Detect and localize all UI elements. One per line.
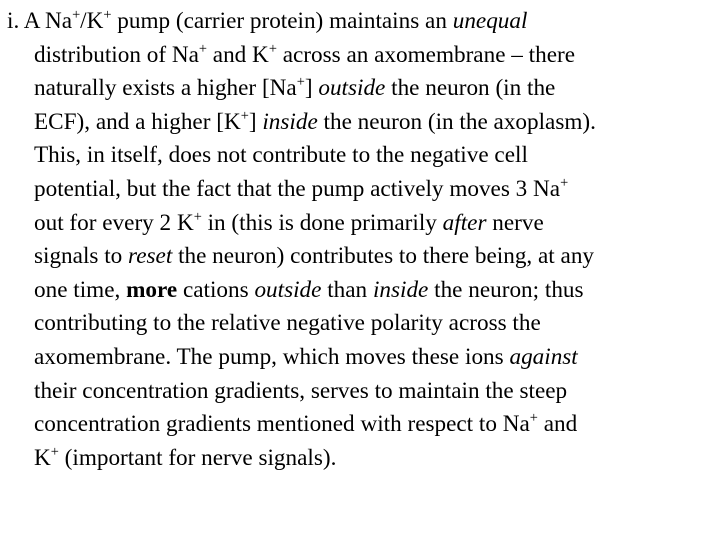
text-run: the neuron; thus [428, 276, 584, 303]
superscript-charge: + [198, 40, 207, 57]
text-run: i. A Na [7, 8, 73, 34]
superscript-charge: + [50, 443, 59, 460]
bold-text: more [126, 276, 178, 303]
body-paragraph [0, 5, 720, 475]
paragraph-line [0, 307, 720, 341]
paragraph-line [0, 341, 720, 375]
emphasis-text: inside [262, 108, 318, 135]
text-run: (important for nerve signals). [58, 444, 337, 471]
paragraph-line [0, 207, 720, 241]
text-run: K [34, 444, 51, 471]
emphasis-text: outside [254, 276, 322, 303]
paragraph-line [0, 5, 720, 39]
text-run: /K [80, 8, 104, 34]
emphasis-text: against [509, 343, 578, 370]
text-run: across an axomembrane – there [276, 41, 576, 68]
text-run: naturally exists a higher [Na [34, 75, 297, 102]
superscript-charge: + [72, 7, 81, 24]
text-run: and K [206, 41, 269, 68]
text-run: ECF), and a higher [K [34, 108, 241, 135]
superscript-charge: + [560, 175, 569, 192]
superscript-charge: + [103, 7, 112, 24]
paragraph-line [0, 106, 720, 140]
paragraph-line [0, 408, 720, 442]
text-run: one time, [34, 276, 127, 303]
text-run: and [537, 411, 578, 438]
text-run: This, in itself, does not contribute to the negative cell [34, 142, 528, 169]
paragraph-line [0, 274, 720, 308]
superscript-charge: + [193, 208, 202, 225]
text-run: the neuron (in the [385, 75, 556, 102]
emphasis-text: reset [128, 243, 173, 270]
text-run: ] [248, 108, 263, 135]
text-run: concentration gradients mentioned with respect to Na [34, 411, 530, 438]
text-run: in (this is done primarily [201, 209, 443, 236]
text-run: out for every 2 K [34, 209, 194, 236]
text-run: nerve [486, 209, 544, 236]
superscript-charge: + [240, 107, 249, 124]
paragraph-line [0, 240, 720, 274]
paragraph-line [0, 375, 720, 409]
emphasis-text: outside [318, 75, 386, 102]
emphasis-text: inside [372, 276, 429, 303]
text-run: their concentration gradients, serves to maintain the steep [34, 377, 568, 404]
text-run: than [321, 276, 373, 303]
text-run: potential, but the fact that the pump actively moves 3 Na [34, 175, 561, 202]
superscript-charge: + [529, 410, 538, 427]
text-run: signals to [34, 243, 129, 270]
text-run: distribution of Na [34, 41, 199, 68]
paragraph-line [0, 72, 720, 106]
text-run: the neuron) contributes to there being, at any [172, 243, 595, 270]
emphasis-text: unequal [452, 8, 528, 34]
text-run: cations [177, 276, 255, 303]
text-run: ] [304, 75, 319, 102]
text-run: pump (carrier protein) maintains an [111, 8, 453, 34]
paragraph-line [0, 139, 720, 173]
paragraph-line [0, 442, 720, 476]
paragraph-line [0, 173, 720, 207]
text-run: contributing to the relative negative polarity across the [34, 310, 541, 337]
superscript-charge: + [268, 40, 277, 57]
text-run: the neuron (in the axoplasm). [317, 108, 596, 135]
emphasis-text: after [442, 209, 487, 236]
superscript-charge: + [296, 74, 305, 91]
text-run: axomembrane. The pump, which moves these ions [34, 343, 510, 370]
paragraph-line [0, 39, 720, 73]
